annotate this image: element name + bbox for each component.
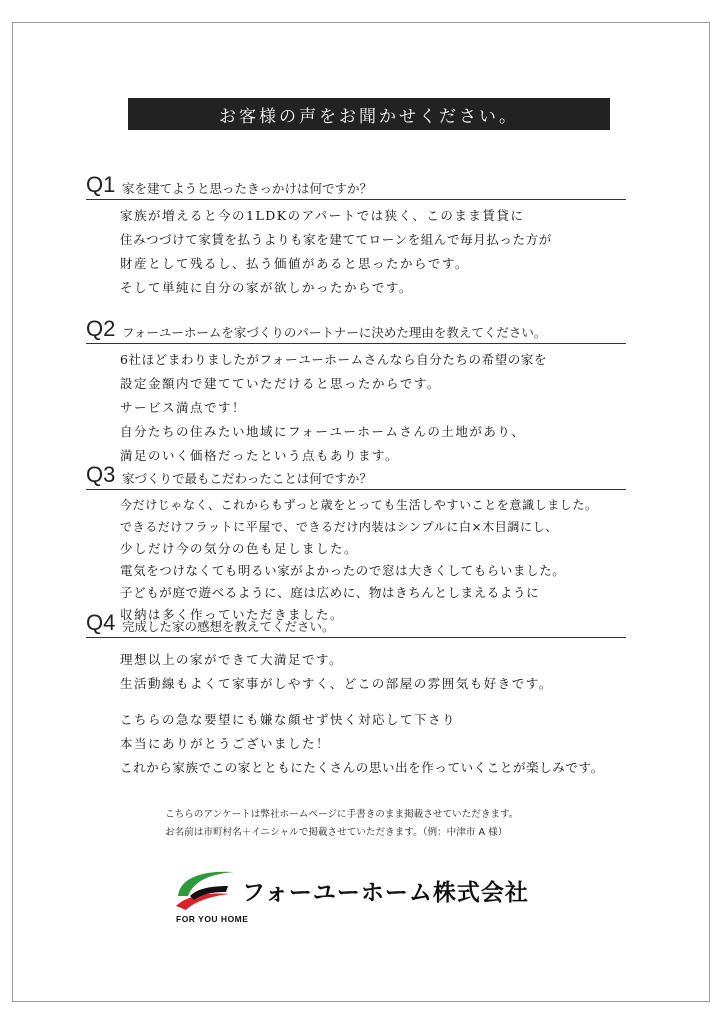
answer-line: 収納は多く作っていただきました。 (120, 607, 345, 622)
answer-line: 今だけじゃなく、これからもずっと歳をとっても生活しやすいことを意識しました。 (120, 498, 598, 512)
question-4-header (86, 608, 626, 638)
footer-note (165, 806, 585, 842)
question-text: 家づくりで最もこだわったことは何ですか？ (122, 471, 372, 486)
question-number: Q4 (86, 610, 116, 635)
answer-2 (120, 348, 626, 468)
question-text: フォーユーホームを家づくりのパートナーに決めた理由を教えてください。 (122, 325, 547, 340)
for-you-home-logo-icon (172, 866, 236, 912)
answer-line: 満足のいく価格だったという点もあります。 (120, 448, 400, 463)
answer-line: サービス満点です！ (120, 400, 247, 415)
question-number: Q3 (86, 462, 116, 487)
answer-line: 生活動線もよくて家事がしやすく、どこの部屋の雰囲気も好きです。 (120, 676, 553, 691)
question-2-header (86, 314, 626, 344)
question-number: Q2 (86, 316, 116, 341)
survey-title-bar (128, 98, 610, 130)
footer-note-line-2: お名前は市町村名＋イニシャルで掲載させていただきます。（例：中津市 A 様） (165, 827, 508, 838)
answer-line: 少しだけ今の気分の色も足しました。 (120, 541, 359, 556)
question-1-header (86, 170, 626, 200)
question-2 (86, 314, 626, 468)
question-3-header (86, 460, 626, 490)
question-text: 完成した家の感想を教えてください。 (122, 619, 335, 634)
answer-4 (120, 648, 626, 780)
answer-gap (120, 696, 626, 708)
answer-line: そして単純に自分の家が欲しかったからです。 (120, 280, 413, 295)
answer-line: できるだけフラットに平屋で、できるだけ内装はシンプルに白×木目調にし、 (120, 520, 558, 534)
company-logo (172, 862, 552, 932)
question-3 (86, 460, 626, 626)
answer-line: 理想以上の家ができて大満足です。 (120, 652, 344, 667)
company-name: フォーユーホーム株式会社 (242, 879, 529, 905)
answer-3 (120, 494, 626, 626)
question-1 (86, 170, 626, 300)
answer-line: 子どもが庭で遊べるように、庭は広めに、物はきちんとしまえるように (120, 585, 540, 600)
answer-line: 設定金額内で建てていただけると思ったからです。 (120, 376, 441, 391)
answer-line: 家族が増えると今の1LDKのアパートでは狭く、このまま賃貸に (120, 208, 525, 223)
answer-line: 本当にありがとうございました！ (120, 736, 331, 751)
question-text: 家を建てようと思ったきっかけは何ですか？ (122, 181, 373, 196)
answer-1 (120, 204, 626, 300)
answer-line: 住みつづけて家賃を払うよりも家を建ててローンを組んで毎月払った方が (120, 232, 552, 247)
answer-line: 6社ほどまわりましたがフォーユーホームさんなら自分たちの希望の家を (120, 352, 548, 367)
footer-note-line-1: こちらのアンケートは弊社ホームページに手書きのまま掲載させていただきます。 (165, 809, 519, 820)
survey-title: お客様の声をお聞かせください。 (219, 106, 519, 127)
answer-line: 財産として残るし、払う価値があると思ったからです。 (120, 256, 469, 271)
answer-line: こちらの急な要望にも嫌な顔せず快く対応して下さり (120, 712, 457, 727)
answer-line: これから家族でこの家とともにたくさんの思い出を作っていくことが楽しみです。 (120, 760, 604, 775)
answer-line: 自分たちの住みたい地域にフォーユーホームさんの土地があり、 (120, 424, 526, 439)
logo-tagline: FOR YOU HOME (176, 914, 249, 924)
answer-line: 電気をつけなくても明るい家がよかったので窓は大きくしてもらいました。 (120, 563, 566, 578)
question-4 (86, 608, 626, 780)
question-number: Q1 (86, 172, 116, 197)
